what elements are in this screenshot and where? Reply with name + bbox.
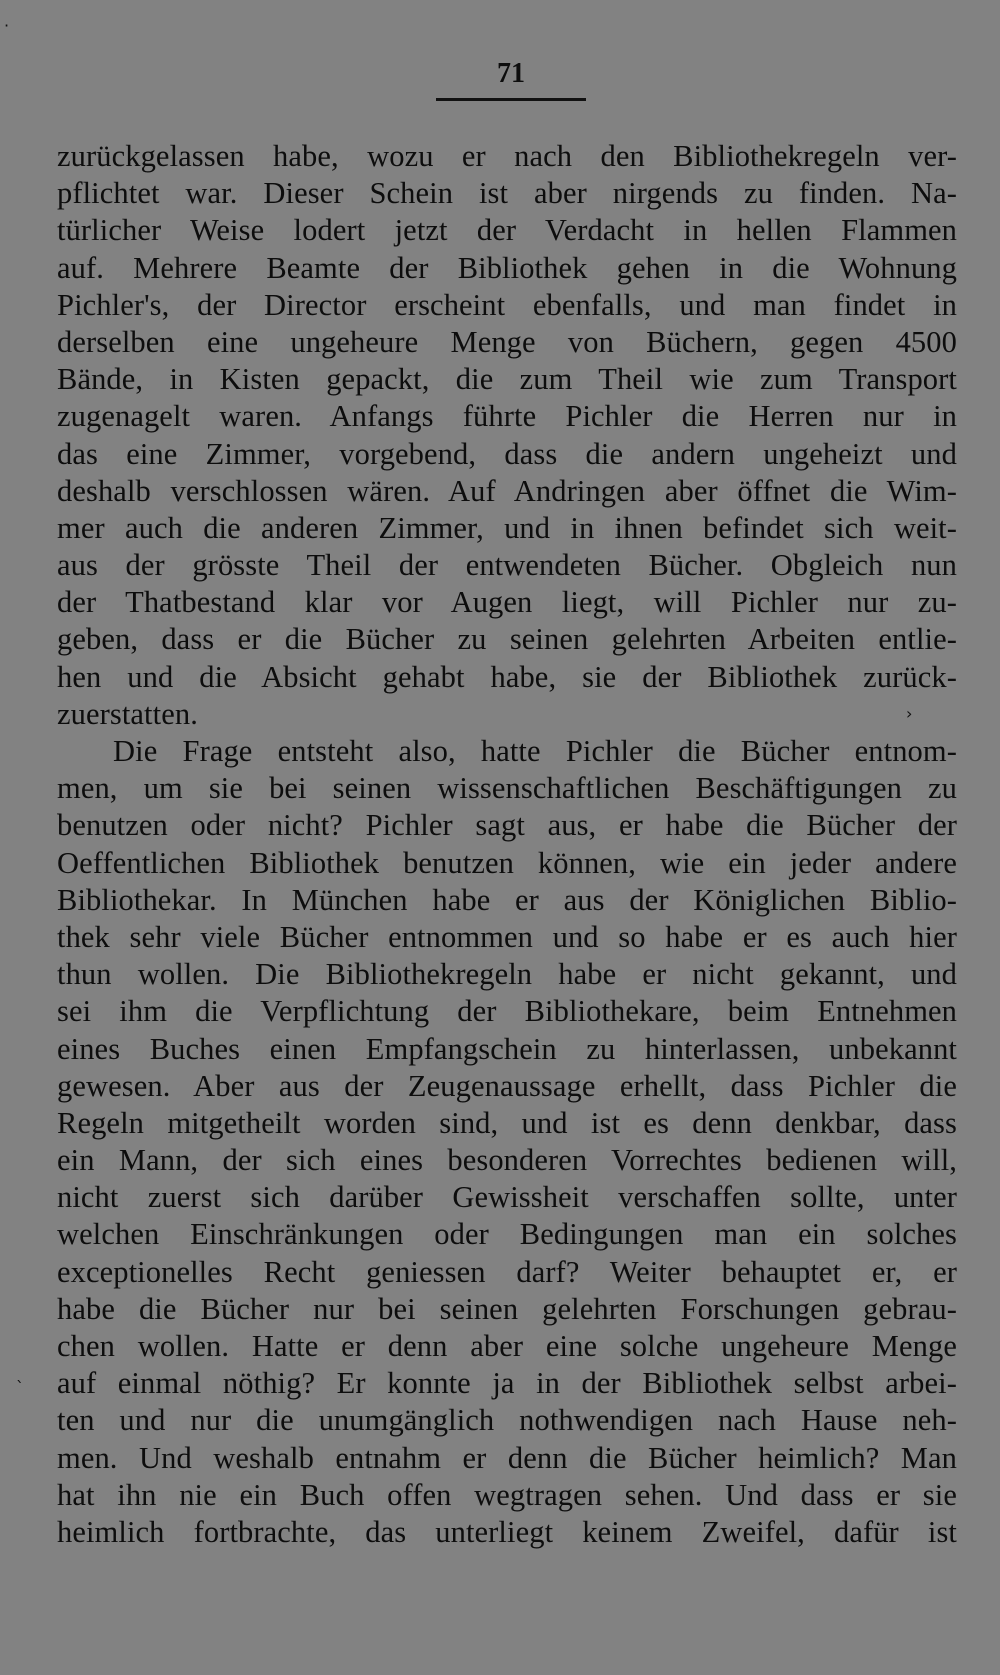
text-line: gewesen. Aber aus der Zeugenaussage erhellt, dass Pichler die <box>57 1068 957 1103</box>
text-line: nicht zuerst sich darüber Gewissheit verschaffen sollte, unter <box>57 1180 957 1215</box>
text-line: chen wollen. Hatte er denn aber eine solche ungeheure Menge <box>57 1329 957 1363</box>
text-line: Bibliothekar. In München habe er aus der Königlichen Biblio- <box>57 882 957 917</box>
text-line: heimlich fortbrachte, das unterliegt keinem Zweifel, dafür ist <box>57 1514 957 1549</box>
text-line: men. Und weshalb entnahm er denn die Bücher heimlich? Man <box>57 1440 957 1475</box>
page-number: 71 <box>497 58 525 89</box>
text-line: Regeln mitgetheilt worden sind, und ist es denn denkbar, dass <box>57 1105 957 1140</box>
text-line: Bände, in Kisten gepackt, die zum Theil wie zum Transport <box>57 362 957 397</box>
text-line: zugenagelt waren. Anfangs führte Pichler die Herren nur in <box>57 399 957 434</box>
header-rule <box>436 98 586 101</box>
text-line: men, um sie bei seinen wissenschaftlichen Beschäftigungen zu <box>57 771 957 806</box>
text-line: zurückgelassen habe, wozu er nach den Bibliothekregeln ver- <box>57 139 957 173</box>
text-line: eines Buches einen Empfangschein zu hinterlassen, unbekannt <box>57 1031 957 1066</box>
paragraph-1 <box>57 138 957 733</box>
text-line: welchen Einschränkungen oder Bedingungen man ein solches <box>57 1217 957 1252</box>
text-line: thun wollen. Die Bibliothekregeln habe er nicht gekannt, und <box>57 957 957 992</box>
text-line: das eine Zimmer, vorgebend, dass die andern ungeheizt und <box>57 436 957 471</box>
text-line: türlicher Weise lodert jetzt der Verdacht in hellen Flammen <box>57 213 957 248</box>
text-line: geben, dass er die Bücher zu seinen gelehrten Arbeiten entlie- <box>57 622 957 657</box>
text-line: ten und nur die unumgänglich nothwendigen nach Hause neh- <box>57 1403 957 1438</box>
paragraph-2 <box>57 733 957 1551</box>
text-line: habe die Bücher nur bei seinen gelehrten Forschungen gebrau- <box>57 1291 957 1326</box>
text-line: aus der grösste Theil der entwendeten Bücher. Obgleich nun <box>57 548 957 583</box>
text-line: hat ihn nie ein Buch offen wegtragen sehen. Und dass er sie <box>57 1477 957 1512</box>
text-line: sei ihm die Verpflichtung der Bibliothekare, beim Entnehmen <box>57 994 957 1029</box>
page-number-container <box>436 60 586 88</box>
text-line: deshalb verschlossen wären. Auf Andringen aber öffnet die Wim- <box>57 473 957 508</box>
text-line: benutzen oder nicht? Pichler sagt aus, er habe die Bücher der <box>57 808 957 843</box>
text-line: auf einmal nöthig? Er konnte ja in der Bibliothek selbst arbei- <box>57 1366 957 1401</box>
text-line: pflichtet war. Dieser Schein ist aber nirgends zu finden. Na- <box>57 176 957 211</box>
text-line: mer auch die anderen Zimmer, und in ihnen befindet sich weit- <box>57 510 957 545</box>
text-line: exceptionelles Recht geniessen darf? Weiter behauptet er, er <box>57 1254 957 1289</box>
text-line: ein Mann, der sich eines besonderen Vorrechtes bedienen will, <box>57 1143 957 1178</box>
scan-speck-mark: › <box>906 704 913 723</box>
text-line: hen und die Absicht gehabt habe, sie der Bibliothek zurück- <box>57 659 957 694</box>
text-line: der Thatbestand klar vor Augen liegt, will Pichler nur zu- <box>57 585 957 620</box>
text-line: zuerstatten. <box>57 696 198 731</box>
scan-speck-mark: ` <box>16 1378 24 1397</box>
scan-speck-mark: · <box>4 16 10 35</box>
text-line: Oeffentlichen Bibliothek benutzen können, wie ein jeder andere <box>57 845 957 880</box>
body-text <box>57 138 957 1551</box>
text-line: Die Frage entsteht also, hatte Pichler die Bücher entnom- <box>113 734 957 768</box>
text-line: auf. Mehrere Beamte der Bibliothek gehen in die Wohnung <box>57 250 957 285</box>
text-line: thek sehr viele Bücher entnommen und so habe er es auch hier <box>57 919 957 954</box>
text-line: derselben eine ungeheure Menge von Büchern, gegen 4500 <box>57 324 957 359</box>
text-line: Pichler's, der Director erscheint ebenfalls, und man findet in <box>57 287 957 322</box>
